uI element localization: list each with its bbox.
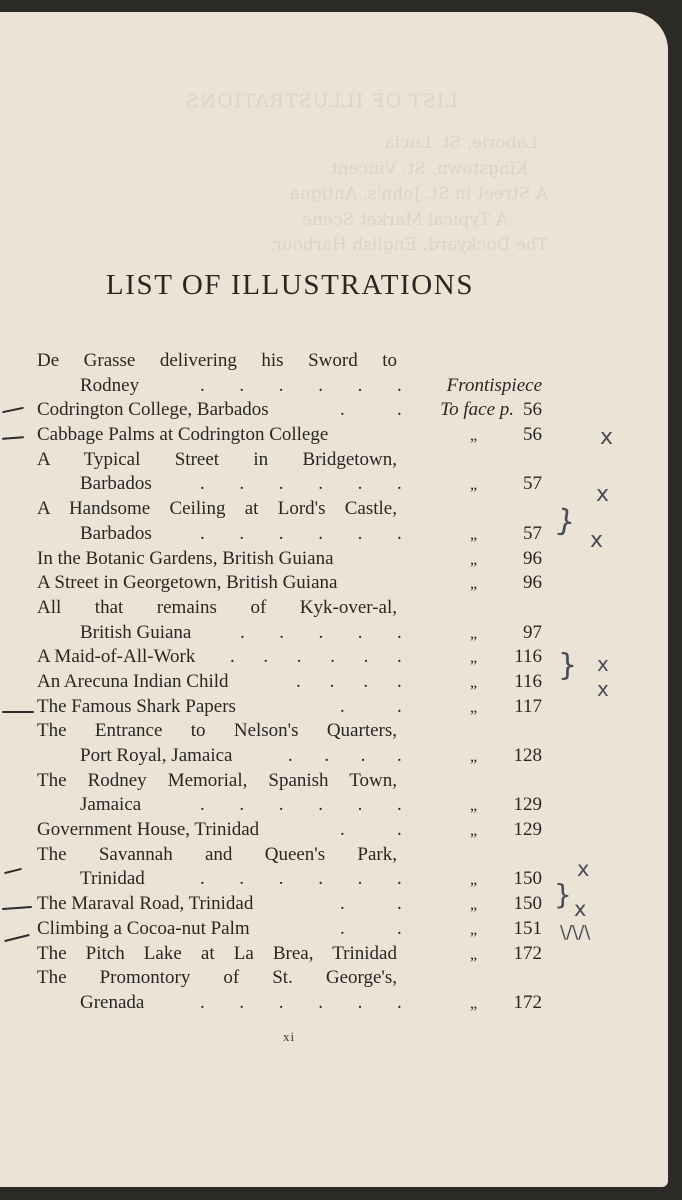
list-item-continuation: Port Royal, Jamaica . . . . „ 128 <box>80 745 542 766</box>
pencil-cross-mark: x <box>574 897 587 921</box>
show-through-line: The Dockyard, English Harbour, <box>269 235 548 255</box>
list-item-continuation: Barbados . . . . . . „ 57 <box>80 522 542 544</box>
ditto-mark: „ <box>470 673 478 691</box>
caption: The Pitch Lake at La Brea, Trinidad <box>37 942 397 964</box>
page-number: 117 <box>514 695 542 717</box>
list-item-continuation: Jamaica . . . . . . „ 129 <box>80 794 542 816</box>
caption: The Famous Shark Papers <box>37 695 236 717</box>
page-number: 129 <box>513 819 542 841</box>
list-item-continuation: Trinidad . . . . . . „ 150 <box>80 868 542 890</box>
list-item <box>0 595 668 620</box>
list-item-continuation: British Guiana . . . . . „ 97 <box>80 621 542 643</box>
caption: Government House, Trinidad <box>37 819 260 841</box>
show-through-line: LIST OF ILLUSTRATIONS <box>184 90 458 112</box>
pencil-cross-mark: x <box>600 425 614 450</box>
caption: Codrington College, Barbados <box>37 399 269 421</box>
ditto-mark: „ <box>470 525 478 543</box>
list-item: An Arecuna Indian Child . . . . „ 116 <box>37 670 542 692</box>
list-item <box>0 965 668 990</box>
list-item <box>0 348 668 373</box>
list-item: A Maid-of-All-Work . . . . . . „ 116 <box>37 646 542 668</box>
list-item <box>0 570 668 595</box>
page-number: 57 <box>523 473 542 495</box>
show-through-line: A Typical Market Scene <box>302 210 508 230</box>
pencil-brace-mark: } <box>553 502 578 541</box>
frontispiece-label: Frontispiece <box>446 374 542 396</box>
ditto-mark: „ <box>470 624 478 642</box>
list-item-continuation: Rodney . . . . . . Frontispiece <box>80 374 542 396</box>
caption: A Handsome Ceiling at Lord's Castle, <box>37 498 397 520</box>
page-folio: xi <box>283 1029 296 1044</box>
show-through-line: Laborie, St. Lucia <box>384 133 538 153</box>
list-item <box>0 422 668 447</box>
pencil-brace-mark: } <box>554 878 572 911</box>
pencil-cross-mark: x <box>590 528 604 553</box>
page-number: 96 <box>523 547 542 569</box>
ditto-mark: „ <box>470 896 478 914</box>
page-number: 150 <box>513 893 542 915</box>
caption: De Grasse delivering his Sword to <box>37 350 397 371</box>
pencil-cross-mark: x <box>577 857 590 881</box>
show-through-line: A Street in St. John's, Antigua <box>289 184 548 204</box>
caption: British Guiana <box>80 621 192 643</box>
list-item: Government House, Trinidad . . „ 129 <box>37 819 542 841</box>
list-item-continuation: Grenada . . . . . . „ 172 <box>80 991 542 1013</box>
ditto-mark: „ <box>470 920 478 938</box>
caption: A Maid-of-All-Work <box>37 646 196 668</box>
caption: A Street in Georgetown, British Guiana <box>37 572 338 594</box>
pencil-brace-mark: } <box>558 648 578 683</box>
caption: Rodney <box>80 374 140 396</box>
caption: Trinidad <box>80 868 145 890</box>
pencil-scribble-mark: \/\/\ <box>560 922 591 943</box>
page-number: 56 <box>523 399 542 421</box>
caption: The Savannah and Queen's Park, <box>37 843 397 865</box>
pencil-cross-mark: x <box>597 652 609 676</box>
ditto-mark: „ <box>470 871 478 889</box>
caption: The Maraval Road, Trinidad <box>37 893 254 915</box>
caption: Jamaica <box>80 794 142 816</box>
list-item: The Famous Shark Papers . . „ 117 <box>37 695 542 717</box>
caption: Barbados <box>80 473 152 495</box>
page-number: 172 <box>513 942 542 964</box>
caption: The Promontory of St. George's, <box>37 967 397 989</box>
list-item <box>0 718 668 743</box>
pencil-cross-mark: x <box>597 677 609 701</box>
page-number: 129 <box>513 794 542 816</box>
list-item: Codrington College, Barbados . . To face p. 56 <box>37 399 542 421</box>
ditto-mark: „ <box>470 994 478 1012</box>
list-item <box>0 842 668 867</box>
margin-tick-mark <box>2 711 34 713</box>
page-number: 96 <box>523 572 542 594</box>
list-item: Climbing a Cocoa-nut Palm . . „ 151 <box>37 917 542 939</box>
show-through-line: Kingstown, St. Vincent <box>330 159 528 179</box>
book-page <box>0 12 668 1187</box>
list-item <box>0 768 668 793</box>
ditto-mark: „ <box>470 748 478 765</box>
ditto-mark: „ <box>470 427 478 445</box>
page-number: 151 <box>513 917 542 939</box>
pencil-cross-mark: x <box>596 482 610 507</box>
caption: Port Royal, Jamaica <box>80 745 233 766</box>
ditto-mark: „ <box>470 550 478 568</box>
page-number: 97 <box>523 621 542 643</box>
page-number: 150 <box>513 868 542 890</box>
list-item: The Maraval Road, Trinidad . . „ 150 <box>37 893 542 915</box>
page-number: 116 <box>514 670 542 692</box>
ditto-mark: „ <box>470 575 478 593</box>
page-number: 116 <box>514 646 542 668</box>
caption: Climbing a Cocoa-nut Palm <box>37 917 250 939</box>
list-item <box>0 447 668 472</box>
caption: Grenada <box>80 991 145 1013</box>
caption: Barbados <box>80 522 152 544</box>
ditto-mark: „ <box>470 649 478 667</box>
page-number: 56 <box>523 424 542 446</box>
caption: In the Botanic Gardens, British Guiana <box>37 547 334 569</box>
caption: The Entrance to Nelson's Quarters, <box>37 720 397 742</box>
page-number: 128 <box>513 745 542 766</box>
caption: Cabbage Palms at Codrington College <box>37 424 329 446</box>
list-item <box>0 546 668 571</box>
list-item-continuation: Barbados . . . . . . „ 57 <box>80 473 542 495</box>
page-number: 57 <box>523 522 542 544</box>
ditto-mark: „ <box>470 945 478 963</box>
to-face-label: To face p. <box>440 399 514 421</box>
ditto-mark: „ <box>470 822 478 840</box>
caption: All that remains of Kyk-over-al, <box>37 596 397 618</box>
page-number: 172 <box>513 991 542 1013</box>
ditto-mark: „ <box>470 476 478 494</box>
list-item <box>0 941 668 966</box>
ditto-mark: „ <box>470 797 478 815</box>
caption: The Rodney Memorial, Spanish Town, <box>37 769 397 791</box>
caption: A Typical Street in Bridgetown, <box>37 448 397 470</box>
ditto-mark: „ <box>470 698 478 716</box>
page-heading: LIST OF ILLUSTRATIONS <box>105 269 475 301</box>
caption: An Arecuna Indian Child <box>37 670 229 692</box>
